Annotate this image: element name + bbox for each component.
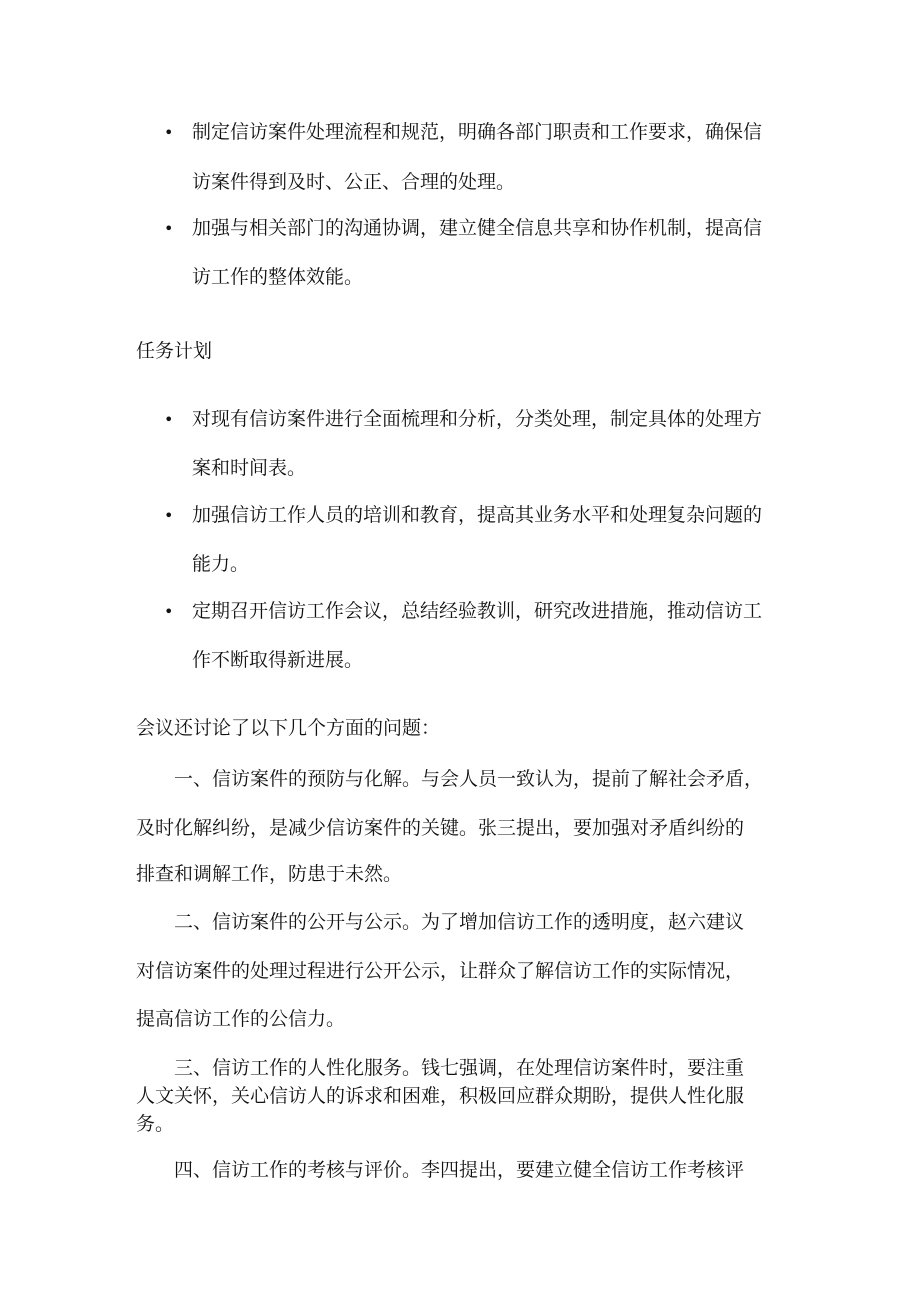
- paragraph-line: 及时化解纠纷，是减少信访案件的关键。张三提出，要加强对矛盾纠纷的: [136, 817, 745, 839]
- list-item-text-continued: 能力。: [192, 553, 250, 575]
- list-item-text: 加强信访工作人员的培训和教育，提高其业务水平和处理复杂问题的: [192, 504, 763, 526]
- list-item-text-continued: 案和时间表。: [192, 457, 307, 479]
- paragraph-line: 对信访案件的处理过程进行公开公示，让群众了解信访工作的实际情况，: [136, 960, 745, 982]
- list-item-text-continued: 访案件得到及时、公正、合理的处理。: [192, 171, 516, 193]
- bullet-marker: •: [164, 602, 174, 621]
- paragraph-line: 人文关怀，关心信访人的诉求和困难，积极回应群众期盼，提供人性化服: [136, 1085, 745, 1107]
- discussion-intro: 会议还讨论了以下几个方面的问题：: [136, 717, 441, 739]
- bullet-marker: •: [164, 506, 174, 525]
- bullet-marker: •: [164, 410, 174, 429]
- paragraph-line: 提高信访工作的公信力。: [136, 1008, 346, 1030]
- section-heading: 任务计划: [136, 340, 213, 362]
- paragraph-line: 一、信访案件的预防与化解。与会人员一致认为，提前了解社会矛盾，: [174, 768, 764, 790]
- list-item-text: 定期召开信访工作会议，总结经验教训，研究改进措施，推动信访工: [192, 600, 763, 622]
- list-item-text: 加强与相关部门的沟通协调，建立健全信息共享和协作机制，提高信: [192, 217, 763, 239]
- paragraph-line: 二、信访案件的公开与公示。为了增加信访工作的透明度，赵六建议: [174, 911, 745, 933]
- list-item-text: 对现有信访案件进行全面梳理和分析，分类处理，制定具体的处理方: [192, 408, 763, 430]
- paragraph-line: 务。: [136, 1113, 175, 1135]
- list-item-text-continued: 访工作的整体效能。: [192, 266, 364, 288]
- list-item-text-continued: 作不断取得新进展。: [192, 649, 364, 671]
- list-item-text: 制定信访案件处理流程和规范，明确各部门职责和工作要求，确保信: [192, 121, 763, 143]
- paragraph-line: 排查和调解工作，防患于未然。: [136, 863, 403, 885]
- bullet-marker: •: [164, 219, 174, 238]
- paragraph-line: 三、信访工作的人性化服务。钱七强调，在处理信访案件时，要注重: [174, 1057, 745, 1079]
- bullet-marker: •: [164, 123, 174, 142]
- paragraph-line: 四、信访工作的考核与评价。李四提出，要建立健全信访工作考核评: [174, 1159, 745, 1181]
